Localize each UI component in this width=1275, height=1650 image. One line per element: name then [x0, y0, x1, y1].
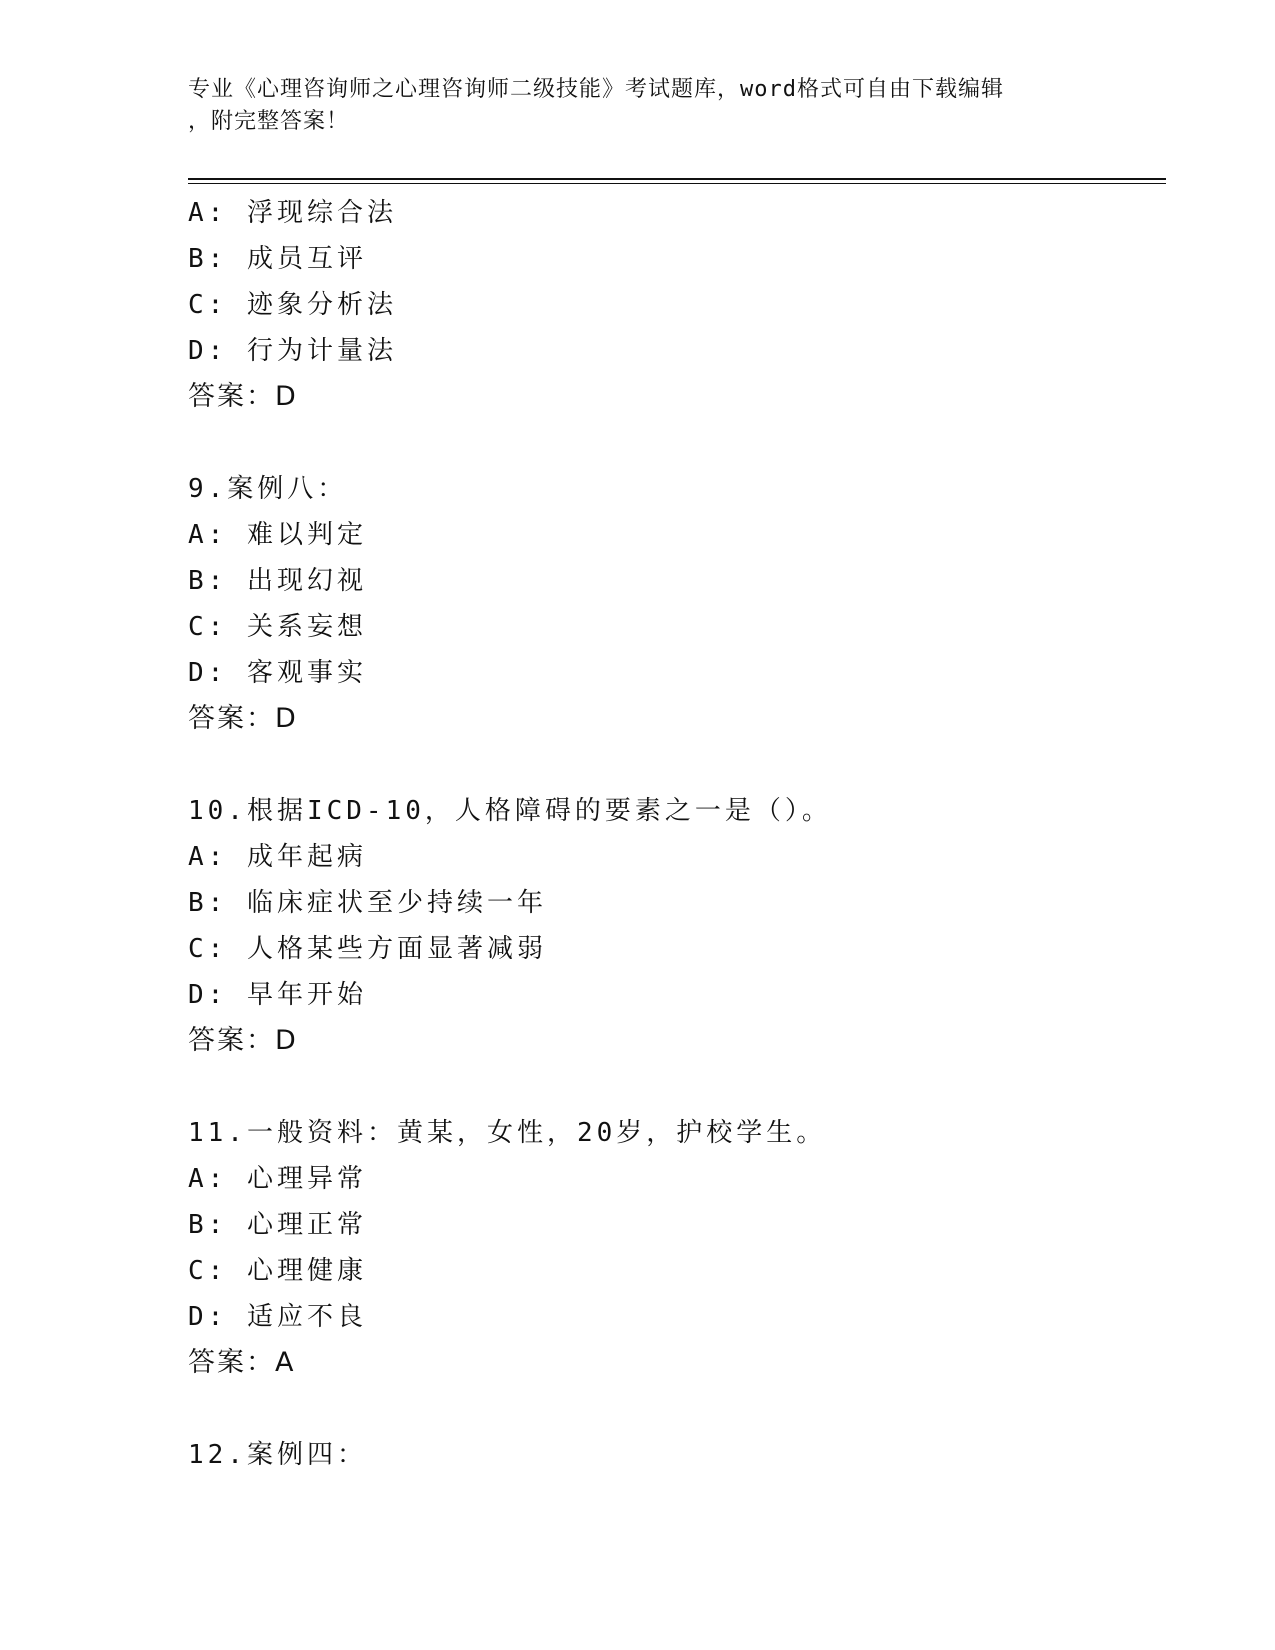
question-8 [188, 190, 1166, 420]
option-a: A: 难以判定 [188, 520, 367, 550]
header-line-1: 专业《心理咨询师之心理咨询师二级技能》考试题库，word格式可自由下载编辑 [188, 77, 1004, 102]
option-d: D: 行为计量法 [188, 336, 397, 366]
answer: 答案：A [188, 1347, 296, 1378]
spacer [188, 742, 1166, 788]
answer: 答案：D [188, 703, 298, 734]
question-stem: 11.一般资料：黄某，女性，20岁，护校学生。 [188, 1118, 827, 1148]
option-d: D: 早年开始 [188, 980, 367, 1010]
header-divider-thick [188, 178, 1166, 180]
option-b: B: 临床症状至少持续一年 [188, 888, 547, 918]
header-line-2: ，附完整答案！ [188, 109, 350, 134]
question-stem: 10.根据ICD-10，人格障碍的要素之一是（）。 [188, 796, 832, 826]
question-10 [188, 788, 1166, 1064]
option-a: A: 成年起病 [188, 842, 367, 872]
question-stem: 9.案例八： [188, 474, 348, 504]
answer: 答案：D [188, 381, 298, 412]
option-c: C: 关系妄想 [188, 612, 367, 642]
option-a: A: 心理异常 [188, 1164, 367, 1194]
question-12 [188, 1432, 1166, 1478]
option-c: C: 人格某些方面显著减弱 [188, 934, 547, 964]
option-c: C: 心理健康 [188, 1256, 367, 1286]
spacer [188, 1386, 1166, 1432]
question-list [188, 190, 1166, 1478]
question-stem: 12.案例四： [188, 1440, 367, 1470]
answer: 答案：D [188, 1025, 298, 1056]
document-header [188, 74, 1088, 138]
option-d: D: 适应不良 [188, 1302, 367, 1332]
question-11 [188, 1110, 1166, 1386]
option-b: B: 出现幻视 [188, 566, 367, 596]
option-b: B: 心理正常 [188, 1210, 367, 1240]
option-c: C: 迹象分析法 [188, 290, 397, 320]
spacer [188, 1064, 1166, 1110]
option-d: D: 客观事实 [188, 658, 367, 688]
option-b: B: 成员互评 [188, 244, 367, 274]
question-9 [188, 466, 1166, 742]
header-divider-thin [188, 183, 1166, 184]
option-a: A: 浮现综合法 [188, 198, 397, 228]
spacer [188, 420, 1166, 466]
